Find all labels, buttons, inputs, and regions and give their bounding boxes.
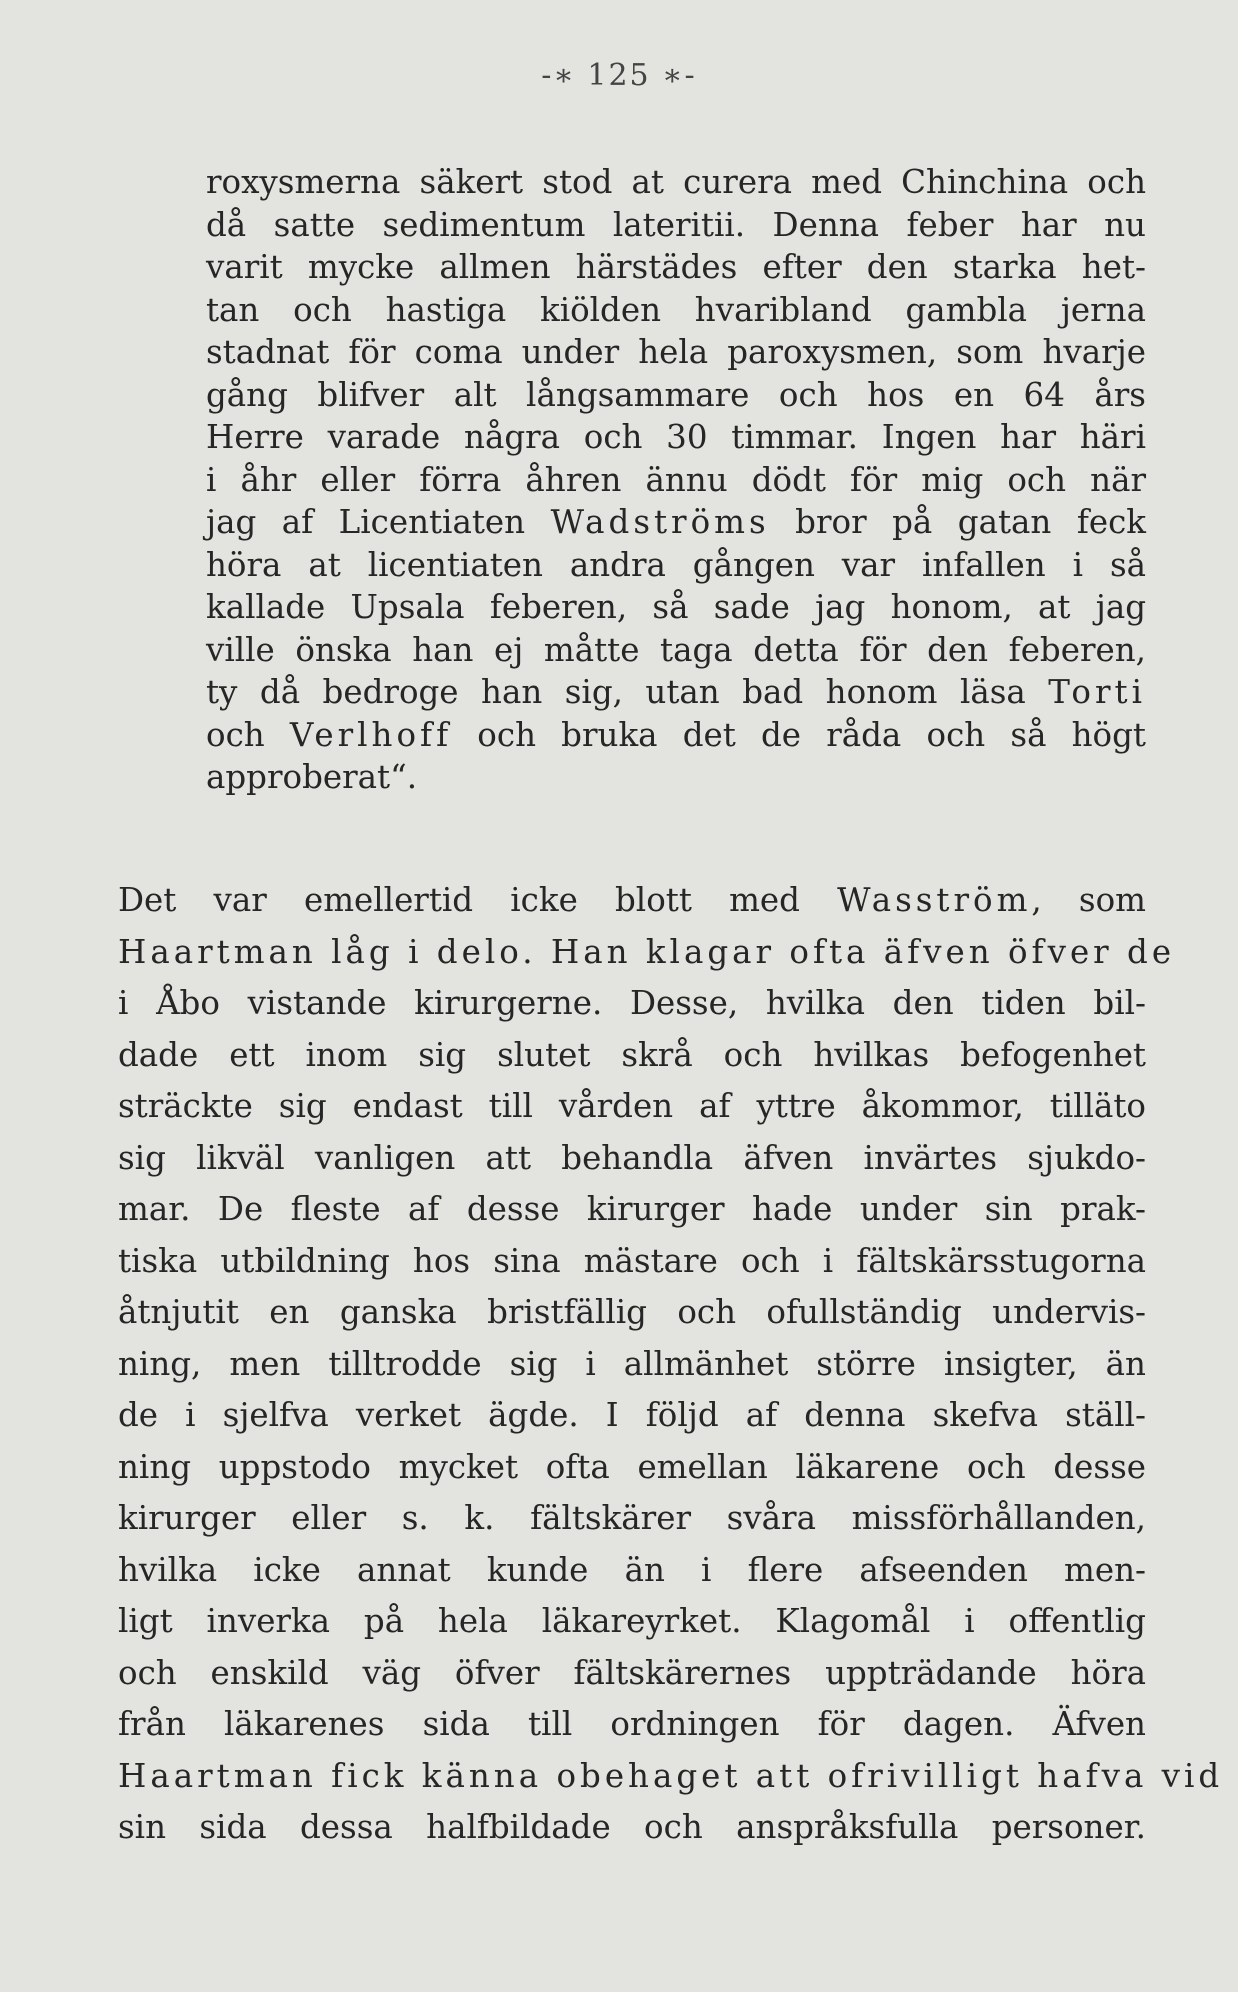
- text-segment: från läkarenes sida till ordningen för dagen. Äfven: [118, 1705, 1146, 1743]
- text-segment: kallade Upsala feberen, så sade jag honom, at jag: [206, 588, 1146, 626]
- text-segment: och enskild väg öfver fältskärernes uppträdande höra: [118, 1653, 1146, 1692]
- text-segment: Det var emellertid icke blott med: [118, 881, 838, 919]
- text-line: [206, 672, 1146, 712]
- page-number-header: -∗ 125 ∗-: [541, 58, 697, 93]
- text-segment: , som: [1031, 881, 1146, 919]
- text-segment: Herre varade några och 30 timmar. Ingen har häri: [206, 418, 1146, 456]
- text-segment: då satte sedimentum lateritii. Denna feber har nu: [206, 205, 1146, 244]
- text-line: [206, 545, 1146, 585]
- text-line: [206, 247, 1146, 287]
- text-segment: approberat“.: [206, 758, 418, 796]
- text-line: [206, 502, 1146, 542]
- text-line: [206, 417, 1146, 457]
- spaced-name: Torti: [1048, 673, 1146, 711]
- text-segment: ty då bedroge han sig, utan bad honom läsa: [206, 673, 1049, 711]
- text-line: [206, 715, 1146, 755]
- text-line: [118, 983, 1146, 1023]
- text-line: [206, 630, 1146, 670]
- text-segment: och bruka det de råda och så högt: [452, 715, 1146, 754]
- text-segment: jag af Licentiaten: [206, 503, 551, 541]
- text-line: [118, 1035, 1146, 1075]
- text-segment: hvilka icke annat kunde än i flere afseenden men-: [118, 1550, 1146, 1589]
- text-line: [118, 1395, 1146, 1435]
- text-segment: mar. De fleste af desse kirurger hade under sin prak-: [118, 1190, 1146, 1228]
- text-segment: sin sida dessa halfbildade och anspråksfulla personer.: [118, 1808, 1146, 1846]
- text-segment: i Åbo vistande kirurgerne. Desse, hvilka den tiden bil-: [118, 984, 1146, 1022]
- spaced-name: Wasström: [837, 881, 1032, 919]
- text-segment: och: [206, 715, 290, 754]
- text-segment: dade ett inom sig slutet skrå och hvilkas befogenhet: [118, 1035, 1146, 1074]
- text-segment: roxysmerna säkert stod at curera med Chinchina och: [206, 163, 1146, 201]
- text-segment: sig likväl vanligen att behandla äfven invärtes sjukdo-: [118, 1138, 1146, 1177]
- text-segment: tiska utbildning hos sina mästare och i fältskärsstugorna: [118, 1241, 1146, 1280]
- text-line: [118, 1498, 1146, 1538]
- text-line: [118, 1653, 1146, 1693]
- text-line: [118, 1447, 1146, 1487]
- text-line: [118, 1704, 1146, 1744]
- text-segment: bror på gatan feck: [769, 503, 1146, 541]
- spaced-name: Haartman: [118, 932, 317, 971]
- text-line: [118, 880, 1146, 920]
- text-line: [206, 757, 1146, 797]
- text-line: [118, 1807, 1146, 1847]
- text-line: [206, 205, 1146, 245]
- text-line: [118, 1756, 1224, 1796]
- text-segment: varit mycke allmen härstädes efter den starka het-: [206, 248, 1146, 286]
- spaced-name: Wadströms: [550, 503, 770, 541]
- text-line: [206, 290, 1146, 330]
- text-segment: ville önska han ej måtte taga detta för den feberen,: [206, 630, 1146, 669]
- text-line: [118, 1138, 1146, 1178]
- text-line: [118, 1292, 1146, 1332]
- text-line: [118, 1241, 1146, 1281]
- text-segment: kirurger eller s. k. fältskärer svåra missförhållanden,: [118, 1499, 1146, 1537]
- text-line: [118, 1550, 1146, 1590]
- text-segment: gång blifver alt långsammare och hos en 64 års: [206, 375, 1146, 414]
- text-line: [118, 932, 1176, 972]
- spaced-name: fick känna obehaget att ofrivilligt hafva vid: [316, 1756, 1224, 1795]
- text-segment: ning, men tilltrodde sig i allmänhet större insigter, än: [118, 1344, 1146, 1383]
- text-segment: de i sjelfva verket ägde. I följd af denna skefva ställ-: [118, 1396, 1146, 1434]
- text-segment: i åhr eller förra åhren ännu dödt för mig och när: [206, 460, 1146, 499]
- spaced-name: låg i delo. Han klagar ofta äfven öfver de: [316, 932, 1176, 971]
- text-line: [118, 1344, 1146, 1384]
- text-segment: tan och hastiga kiölden hvaribland gambla jerna: [206, 290, 1146, 329]
- text-segment: ning uppstodo mycket ofta emellan läkarene och desse: [118, 1447, 1146, 1486]
- text-line: [206, 332, 1146, 372]
- text-line: [118, 1189, 1146, 1229]
- text-line: [118, 1601, 1146, 1641]
- text-line: [206, 460, 1146, 500]
- spaced-name: Verlhoff: [289, 715, 453, 754]
- text-segment: sträckte sig endast till vården af yttre åkommor, tilläto: [118, 1087, 1146, 1125]
- text-line: [206, 162, 1146, 202]
- spaced-name: Haartman: [118, 1756, 317, 1795]
- text-segment: stadnat för coma under hela paroxysmen, som hvarje: [206, 333, 1146, 371]
- text-line: [118, 1086, 1146, 1126]
- text-segment: ligt inverka på hela läkareyrket. Klagomål i offentlig: [118, 1602, 1146, 1640]
- text-segment: åtnjutit en ganska bristfällig och ofullständig undervis-: [118, 1293, 1146, 1331]
- text-line: [206, 375, 1146, 415]
- text-line: [206, 587, 1146, 627]
- text-segment: höra at licentiaten andra gången var infallen i så: [206, 545, 1146, 584]
